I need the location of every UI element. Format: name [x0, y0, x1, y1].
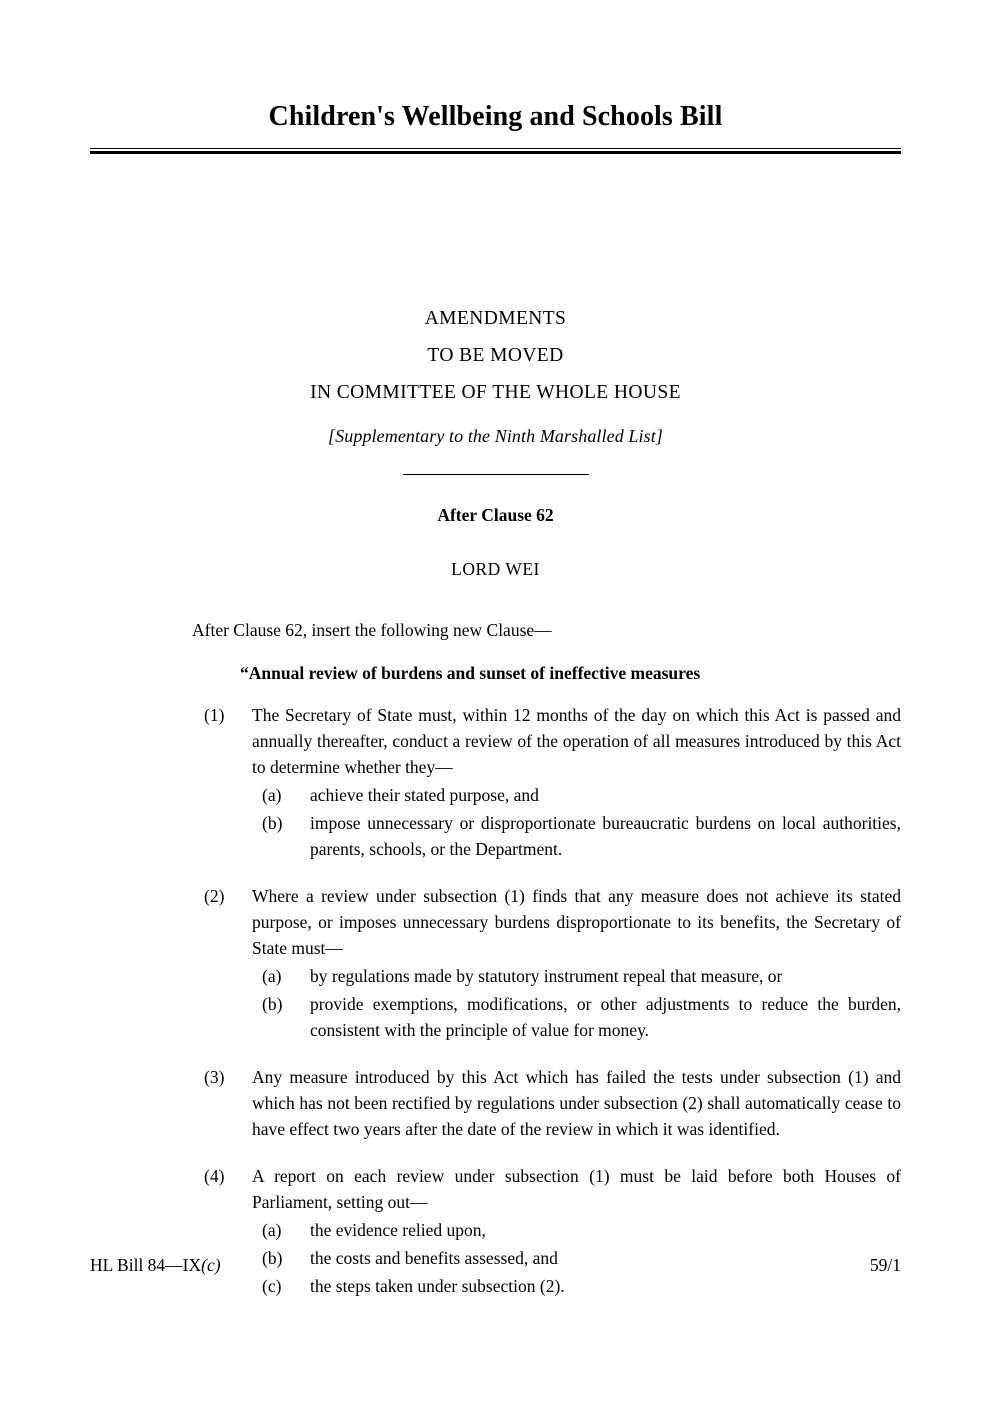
- paragraph-marker: (a): [262, 1220, 282, 1240]
- bill-reference-text: HL Bill 84—IX: [90, 1255, 202, 1275]
- heading-block: [90, 300, 901, 475]
- paragraph-marker: (a): [262, 785, 282, 805]
- paragraph-item: [252, 991, 901, 1043]
- bill-reference-suffix: (c): [201, 1255, 221, 1275]
- subsection-marker: (2): [204, 886, 225, 906]
- subsection-marker: (3): [204, 1067, 225, 1087]
- subsection-item: [90, 1163, 901, 1299]
- paragraph-text: the evidence relied upon,: [310, 1220, 486, 1240]
- paragraph-text: achieve their stated purpose, and: [310, 785, 539, 805]
- subsection-text: The Secretary of State must, within 12 months of the day on which this Act is passed and annually thereafter, conduct a review of the operation of all measures introduced by this Act to determine whether they—: [252, 705, 901, 777]
- new-clause-title: “Annual review of burdens and sunset of ineffective measures: [240, 663, 701, 683]
- rule-thick: [90, 151, 901, 154]
- paragraph-text: the steps taken under subsection (2).: [310, 1276, 565, 1296]
- subsection-list: [90, 702, 901, 1299]
- heading-line-in-committee: IN COMMITTEE OF THE WHOLE HOUSE: [310, 382, 681, 403]
- heading-line-to-be-moved: TO BE MOVED: [427, 345, 564, 366]
- page-footer: [90, 1255, 901, 1276]
- paragraph-text: provide exemptions, modifications, or other adjustments to reduce the burden, consistent with the principle of value for money.: [310, 994, 901, 1040]
- page-number: 59/1: [869, 1255, 901, 1275]
- clause-reference: After Clause 62: [437, 505, 554, 525]
- paragraph-text: by regulations made by statutory instrument repeal that measure, or: [310, 966, 783, 986]
- subsection-item: [90, 1064, 901, 1142]
- paragraph-text: the costs and benefits assessed, and: [310, 1248, 558, 1268]
- bill-reference: [90, 1255, 221, 1276]
- heading-line-amendments: AMENDMENTS: [424, 308, 567, 329]
- masthead: [90, 100, 901, 154]
- paragraph-list: [252, 782, 901, 862]
- paragraph-item: [252, 1217, 901, 1243]
- masthead-double-rule: [90, 148, 901, 154]
- paragraph-text: impose unnecessary or disproportionate bureaucratic burdens on local authorities, parents, schools, or the Department.: [310, 813, 901, 859]
- subsection-text: Where a review under subsection (1) finds that any measure does not achieve its stated purpose, or imposes unnecessary burdens disproportionate to its benefits, the Secretary of State must—: [252, 886, 901, 958]
- paragraph-item: [252, 963, 901, 989]
- paragraph-marker: (b): [262, 813, 283, 833]
- paragraph-marker: (c): [262, 1276, 282, 1296]
- subsection-text: Any measure introduced by this Act which has failed the tests under subsection (1) and which has not been rectified by regulations under subsection (2) shall automatically cease to have effect two years after the date of the review in which it was identified.: [252, 1067, 901, 1139]
- page-title: Children's Wellbeing and Schools Bill: [268, 101, 723, 132]
- subsection-item: [90, 883, 901, 1043]
- subsection-marker: (4): [204, 1166, 225, 1186]
- paragraph-marker: (b): [262, 1248, 283, 1268]
- paragraph-marker: (a): [262, 966, 282, 986]
- amendment-lead-in: After Clause 62, insert the following new Clause—: [192, 620, 552, 640]
- section-divider-rule: [403, 474, 589, 475]
- paragraph-list: [252, 963, 901, 1043]
- subsection-marker: (1): [204, 705, 225, 725]
- member-name: LORD WEI: [451, 559, 540, 579]
- paragraph-item: [252, 782, 901, 808]
- subsection-item: [90, 702, 901, 862]
- paragraph-marker: (b): [262, 994, 283, 1014]
- subsection-text: A report on each review under subsection (1) must be laid before both Houses of Parliament, setting out—: [252, 1166, 901, 1212]
- marshalled-list-subtitle: [Supplementary to the Ninth Marshalled List]: [328, 426, 663, 446]
- paragraph-item: [252, 1273, 901, 1299]
- paragraph-item: [252, 810, 901, 862]
- amendment-body: [90, 505, 901, 1299]
